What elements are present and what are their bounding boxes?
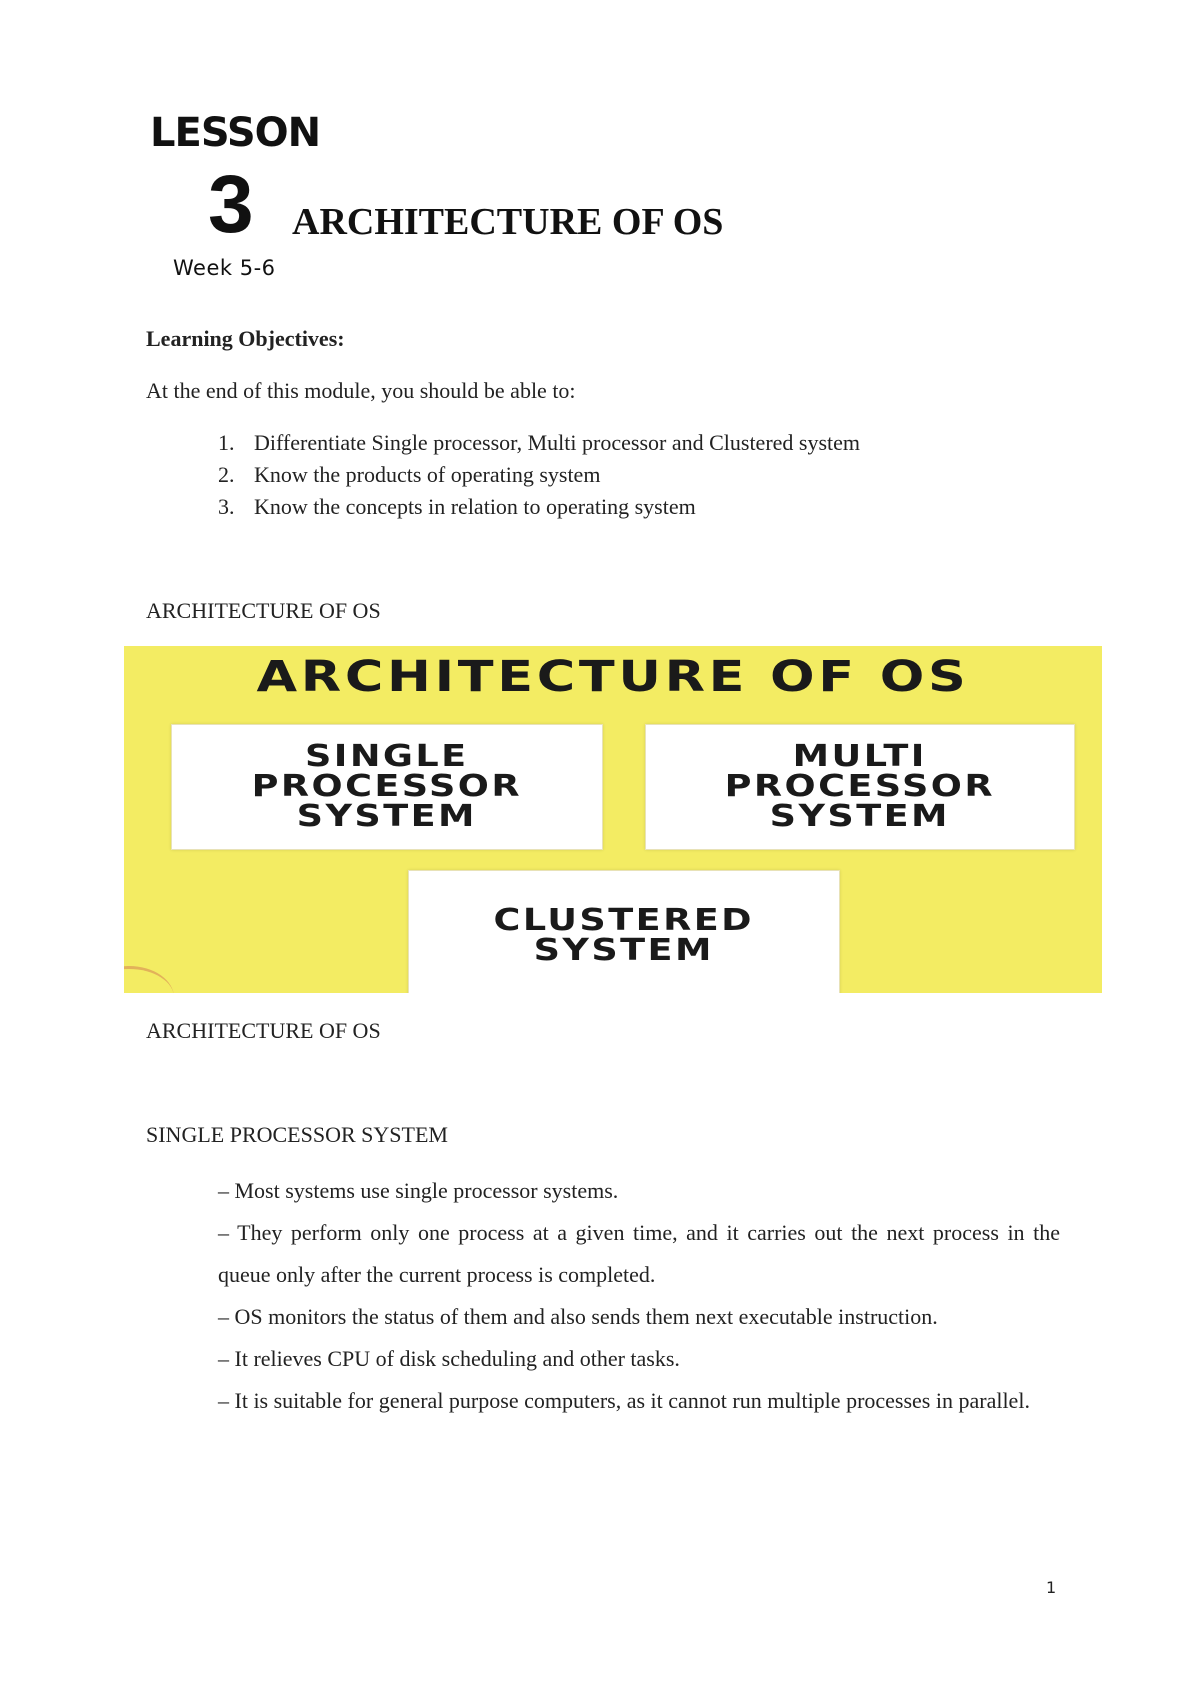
section-heading: ARCHITECTURE OF OS [146,1018,381,1043]
body-paragraph: – It relieves CPU of disk scheduling and other tasks. [218,1346,680,1371]
multi-processor-box [645,724,1075,850]
objectives-heading: Learning Objectives: [146,326,345,351]
page-number: 1 [1046,1578,1057,1597]
lesson-title: ARCHITECTURE OF OS [292,201,724,243]
week-label: Week 5-6 [173,256,276,280]
architecture-figure [124,646,1102,993]
section-heading: ARCHITECTURE OF OS [146,598,381,623]
lesson-label: LESSON [150,110,321,156]
objective-text: Know the concepts in relation to operating system [254,494,696,519]
objective-item [218,462,860,494]
body-paragraph: – Most systems use single processor systems. [218,1178,619,1203]
clustered-system-label: CLUSTERED SYSTEM [493,903,755,968]
objectives-intro: At the end of this module, you should be able to: [146,378,576,403]
clustered-system-box [408,870,840,993]
objective-text: Know the products of operating system [254,462,601,487]
objective-number: 3. [218,494,235,519]
objective-number: 2. [218,462,235,487]
decorative-swoosh [124,966,174,993]
subsection-body [218,1170,1060,1422]
objective-text: Differentiate Single processor, Multi processor and Clustered system [254,430,861,455]
objective-item [218,494,860,526]
objectives-list [218,430,860,526]
objective-number: 1. [218,430,235,455]
subsection-heading: SINGLE PROCESSOR SYSTEM [146,1122,448,1147]
lesson-number: 3 [208,159,254,250]
single-processor-box [171,724,603,850]
objective-item [218,430,860,462]
body-paragraph: – OS monitors the status of them and also sends them next executable instruction. [218,1304,938,1329]
multi-processor-label: MULTI PROCESSOR SYSTEM [724,739,996,834]
figure-title: ARCHITECTURE OF OS [256,652,970,702]
single-processor-label: SINGLE PROCESSOR SYSTEM [251,739,523,834]
body-paragraph: – They perform only one process at a given time, and it carries out the next process in the queue only after the current process is completed. [218,1220,1060,1287]
body-paragraph: – It is suitable for general purpose computers, as it cannot run multiple processes in parallel. [218,1388,1030,1413]
